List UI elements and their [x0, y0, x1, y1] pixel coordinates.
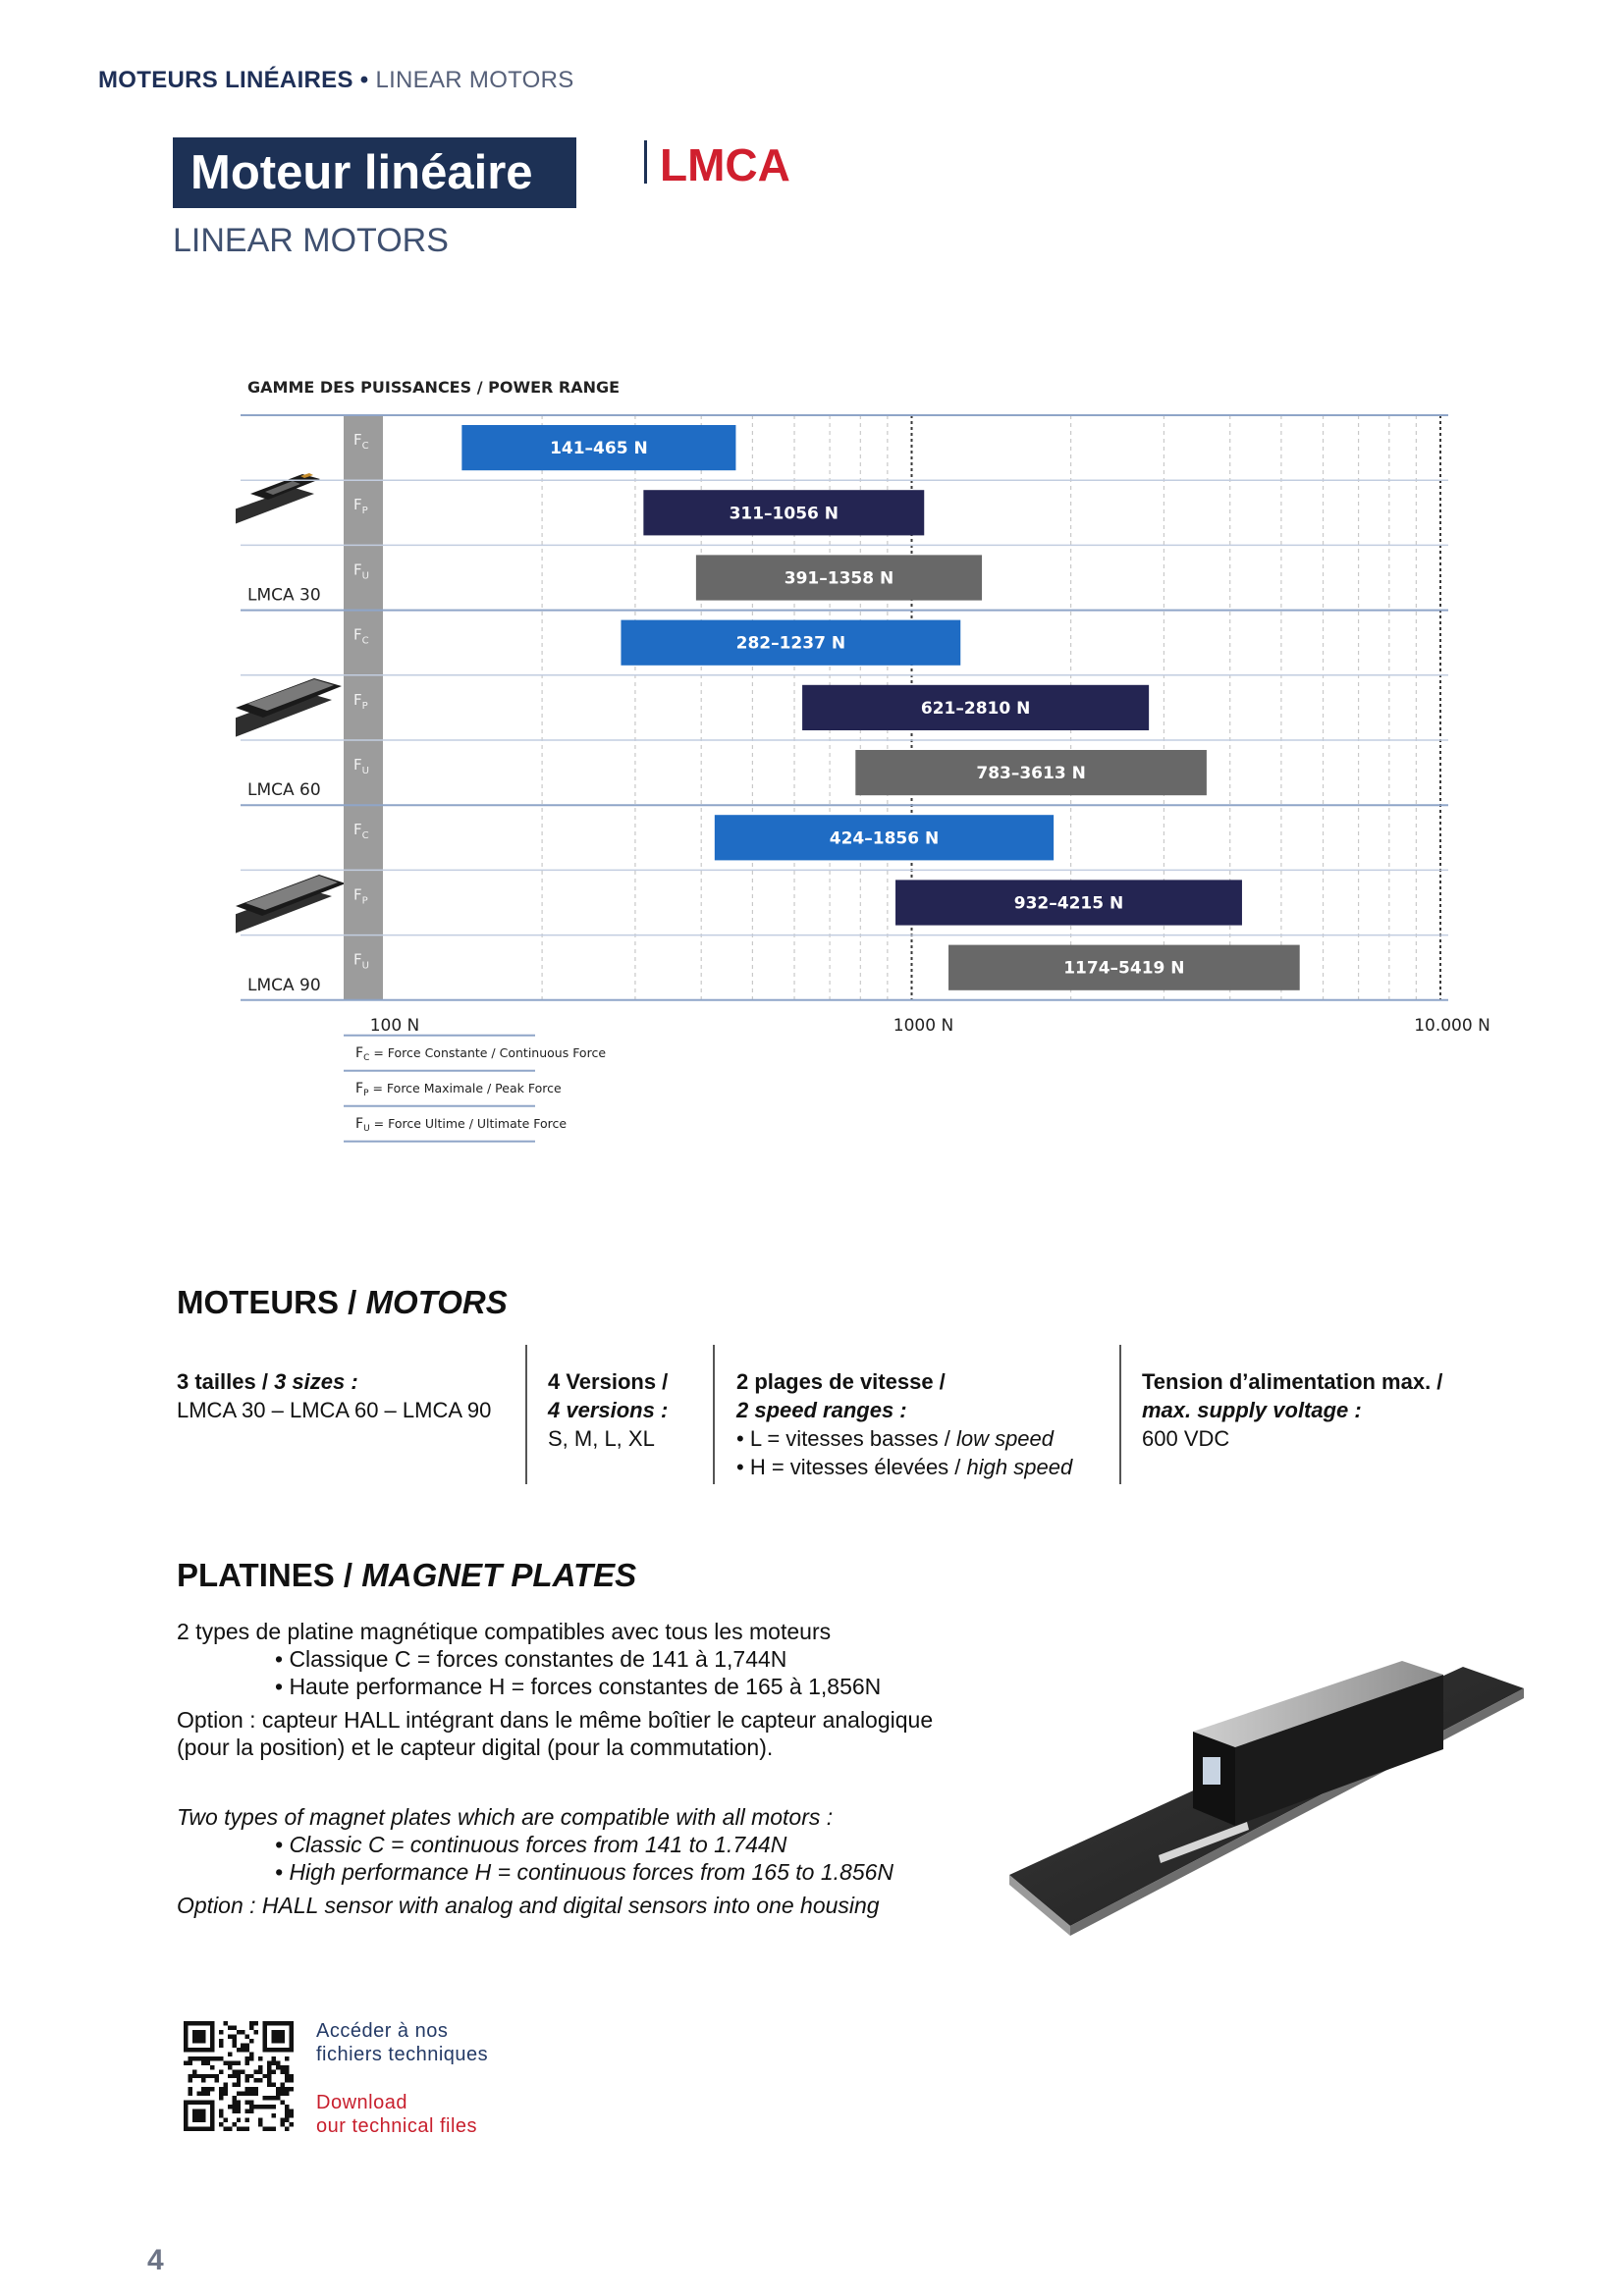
motors-col-voltage: [1142, 1367, 1535, 1453]
plates-fr-line: 2 types de platine magnétique compatibles avec tous les moteurs: [177, 1619, 832, 1644]
qr-code[interactable]: [184, 2021, 294, 2136]
x-tick-label: 1000 N: [893, 1015, 954, 1036]
column-divider: [713, 1345, 715, 1484]
plates-title-en: MAGNET PLATES: [361, 1557, 637, 1593]
x-tick-label: 100 N: [369, 1015, 420, 1036]
versions-value: S, M, L, XL: [548, 1426, 655, 1451]
motors-title-fr: MOTEURS /: [177, 1284, 357, 1320]
motor-icon-lmca90: [236, 875, 346, 941]
legend-item: $F_U$ = Force Ultime / Ultimate Force: [355, 1115, 568, 1134]
voltage-heading-en: max. supply voltage :: [1142, 1398, 1362, 1422]
qr-caption-en[interactable]: Download our technical files: [316, 2092, 478, 2137]
voltage-value: 600 VDC: [1142, 1426, 1230, 1451]
column-divider: [525, 1345, 527, 1484]
plates-fr-bullet: • Haute performance H = forces constantes de 165 à 1,856N: [275, 1674, 882, 1699]
voltage-heading-fr: Tension d’alimentation max. /: [1142, 1369, 1443, 1394]
chart-title: GAMME DES PUISSANCES / POWER RANGE: [247, 378, 621, 397]
bar-label: 141–465 N: [550, 439, 648, 459]
row-label: $F_U$: [353, 756, 369, 776]
header-en: LINEAR MOTORS: [375, 67, 574, 93]
motors-col-sizes: [177, 1367, 511, 1424]
plates-fr-bullet: • Classique C = forces constantes de 141 à 1,744N: [275, 1646, 787, 1672]
bar-label: 621–2810 N: [920, 698, 1031, 719]
title-separator: [644, 140, 647, 184]
versions-heading-en: 4 versions :: [548, 1398, 669, 1422]
plates-title-fr: PLATINES /: [177, 1557, 353, 1593]
bar-label: 311–1056 N: [729, 504, 839, 524]
plates-fr-line: (pour la position) et le capteur digital (pour la commutation).: [177, 1735, 774, 1760]
speed-high: • H = vitesses élevées / high speed: [736, 1455, 1073, 1479]
group-label: LMCA 30: [247, 585, 321, 606]
model-name: LMCA: [660, 139, 790, 190]
row-label: $F_C$: [353, 821, 369, 842]
versions-heading-fr: 4 Versions /: [548, 1369, 669, 1394]
page-number: 4: [147, 2244, 164, 2276]
plates-en-bullet: • High performance H = continuous forces from 165 to 1.856N: [275, 1859, 894, 1885]
power-range-chart: [236, 368, 1492, 1178]
plates-fr-line: Option : capteur HALL intégrant dans le même boîtier le capteur analogique: [177, 1707, 934, 1733]
plates-en-line: Option : HALL sensor with analog and digital sensors into one housing: [177, 1893, 880, 1918]
motor-icon-lmca30: [236, 473, 320, 525]
motors-col-versions: [548, 1367, 705, 1453]
motors-section-title: [177, 1284, 508, 1321]
plates-text-en: [177, 1803, 893, 1919]
bar-label: 391–1358 N: [784, 568, 894, 589]
row-label: $F_U$: [353, 561, 369, 582]
speed-heading-en: 2 speed ranges :: [736, 1398, 907, 1422]
sizes-heading-en: 3 sizes :: [274, 1369, 358, 1394]
page-subtitle: LINEAR MOTORS: [173, 222, 449, 259]
row-label: $F_C$: [353, 625, 369, 647]
plates-en-line: Two types of magnet plates which are compatible with all motors :: [177, 1804, 834, 1830]
legend-item: $F_C$ = Force Constante / Continuous Force: [355, 1044, 607, 1063]
chart-svg: [236, 368, 1492, 1173]
legend-item: $F_P$ = Force Maximale / Peak Force: [355, 1080, 562, 1098]
row-label: $F_P$: [353, 690, 368, 712]
x-tick-label: 10.000 N: [1414, 1015, 1490, 1036]
speed-low: • L = vitesses basses / low speed: [736, 1426, 1055, 1451]
row-label: $F_U$: [353, 950, 369, 972]
plates-text-fr: [177, 1618, 933, 1761]
bar-label: 1174–5419 N: [1063, 958, 1185, 979]
bar-label: 424–1856 N: [829, 828, 940, 849]
speed-heading-fr: 2 plages de vitesse /: [736, 1369, 946, 1394]
page-title: Moteur linéaire: [190, 146, 533, 199]
bar-label: 932–4215 N: [1013, 893, 1124, 914]
group-label: LMCA 90: [247, 975, 321, 995]
row-label: $F_P$: [353, 885, 368, 907]
header-bullet: •: [359, 67, 369, 93]
column-divider: [1119, 1345, 1121, 1484]
sizes-value: LMCA 30 – LMCA 60 – LMCA 90: [177, 1398, 492, 1422]
bar-label: 783–3613 N: [976, 764, 1086, 784]
row-label: $F_C$: [353, 431, 369, 452]
sizes-heading-fr: 3 tailles /: [177, 1369, 268, 1394]
bar-label: 282–1237 N: [735, 633, 846, 654]
linear-motor-product-image: [1001, 1649, 1542, 1949]
motor-icon-lmca60: [236, 678, 342, 745]
plates-section-title: [177, 1557, 636, 1594]
group-label: LMCA 60: [247, 780, 321, 801]
plates-en-bullet: • Classic C = continuous forces from 141 to 1.744N: [275, 1832, 787, 1857]
header-breadcrumb: [98, 67, 574, 94]
motors-title-en: MOTORS: [365, 1284, 508, 1320]
header-fr: MOTEURS LINÉAIRES: [98, 67, 353, 93]
row-label: $F_P$: [353, 496, 368, 517]
qr-caption-fr[interactable]: Accéder à nos fichiers techniques: [316, 2020, 489, 2065]
motors-col-speed: [736, 1367, 1110, 1481]
